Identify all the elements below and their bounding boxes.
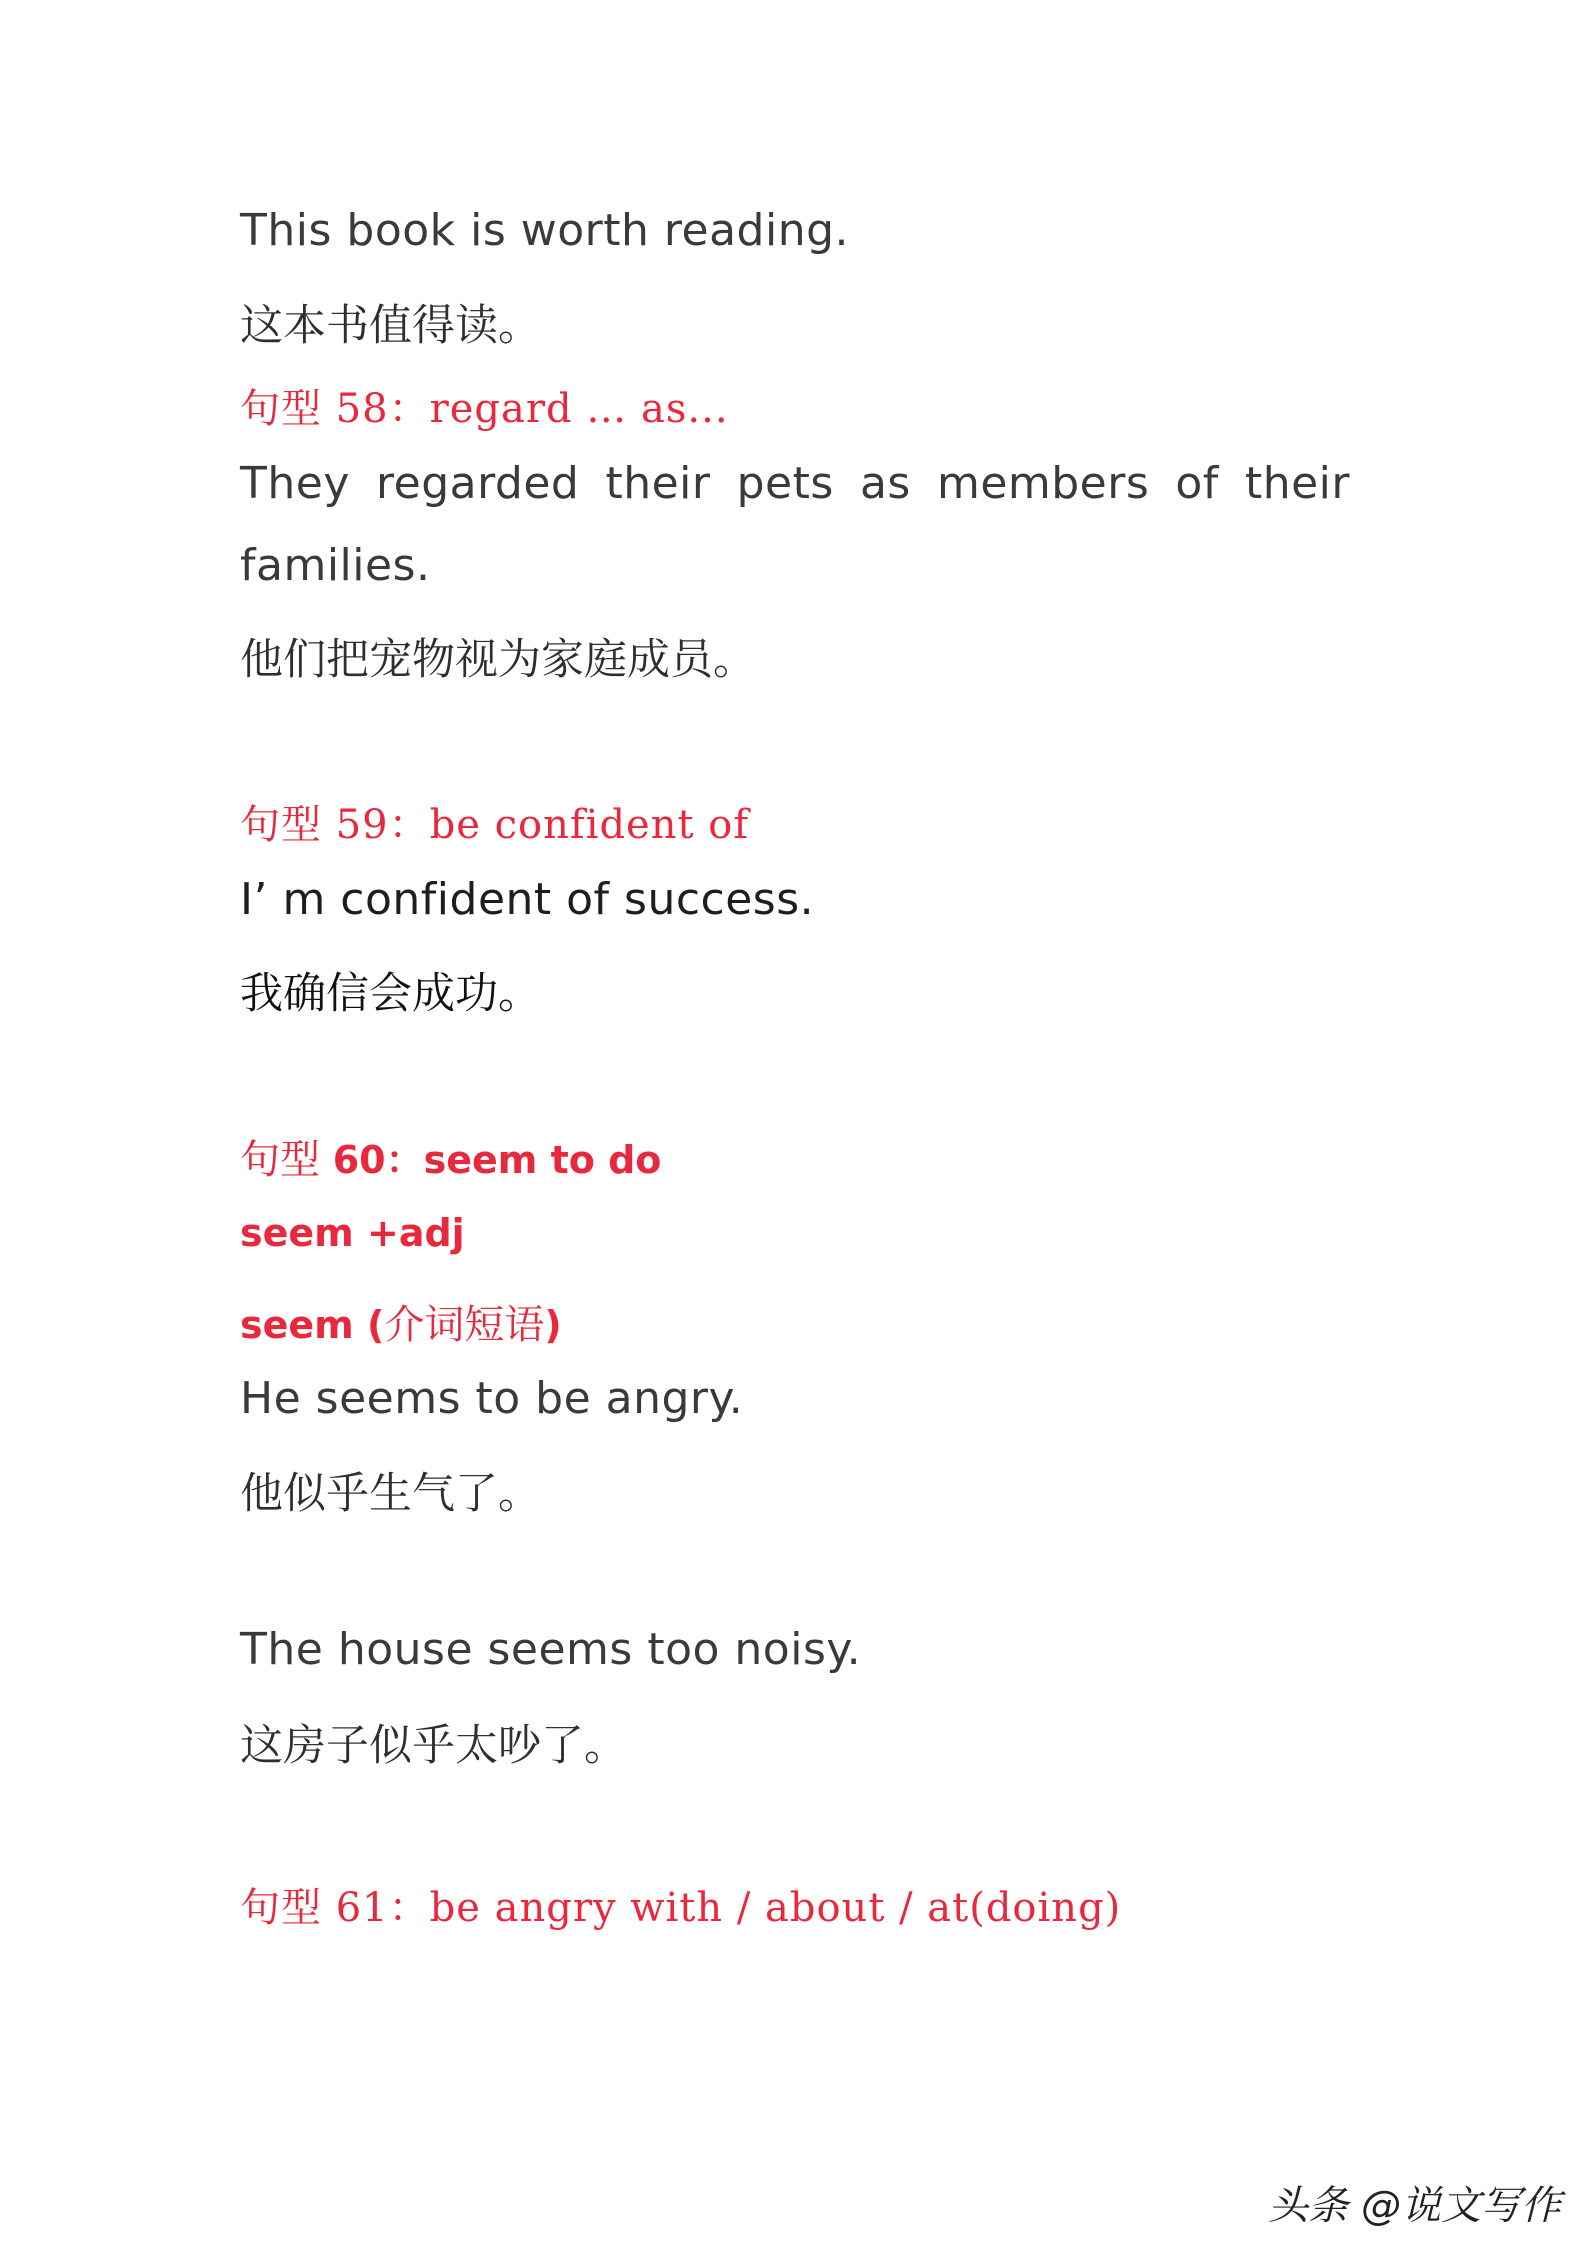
word: members bbox=[936, 458, 1150, 509]
pattern-subline: seem +adj bbox=[240, 1211, 465, 1255]
word: their bbox=[1244, 458, 1350, 509]
word: pets bbox=[736, 458, 834, 509]
pattern-heading-59: 句型 59：be confident of bbox=[240, 802, 750, 848]
example-sentence-en-cont: families. bbox=[240, 540, 431, 591]
word: They bbox=[240, 458, 350, 509]
word: of bbox=[1175, 458, 1219, 509]
example-sentence-en-justified bbox=[240, 458, 1350, 509]
word: regarded bbox=[376, 458, 580, 509]
example-sentence-zh: 这本书值得读。 bbox=[240, 301, 541, 351]
example-sentence-zh: 他似乎生气了。 bbox=[240, 1469, 541, 1519]
example-sentence-en: The house seems too noisy. bbox=[240, 1624, 862, 1675]
example-sentence-zh: 我确信会成功。 bbox=[240, 969, 541, 1019]
example-sentence-en: He seems to be angry. bbox=[240, 1373, 744, 1424]
pattern-heading-58: 句型 58：regard … as... bbox=[240, 386, 729, 432]
example-sentence-en: This book is worth reading. bbox=[240, 205, 850, 256]
subline-cn: 介词短语 bbox=[384, 1302, 545, 1348]
heading-rest: 60：seem to do bbox=[332, 1138, 662, 1182]
example-sentence-en: I’ m confident of success. bbox=[240, 874, 815, 925]
pattern-heading-61: 句型 61：be angry with / about / at(doing) bbox=[240, 1885, 1122, 1931]
pattern-heading-60 bbox=[240, 1128, 661, 1185]
heading-prefix: 句型 bbox=[240, 1137, 333, 1183]
example-sentence-zh: 他们把宠物视为家庭成员。 bbox=[240, 635, 756, 685]
watermark: 头条 @说文写作 bbox=[1268, 2183, 1561, 2229]
pattern-subline bbox=[240, 1293, 562, 1350]
word: their bbox=[605, 458, 711, 509]
subline-part: ) bbox=[544, 1303, 562, 1347]
subline-part: seem ( bbox=[240, 1303, 385, 1347]
word: as bbox=[859, 458, 911, 509]
example-sentence-zh: 这房子似乎太吵了。 bbox=[240, 1721, 627, 1771]
